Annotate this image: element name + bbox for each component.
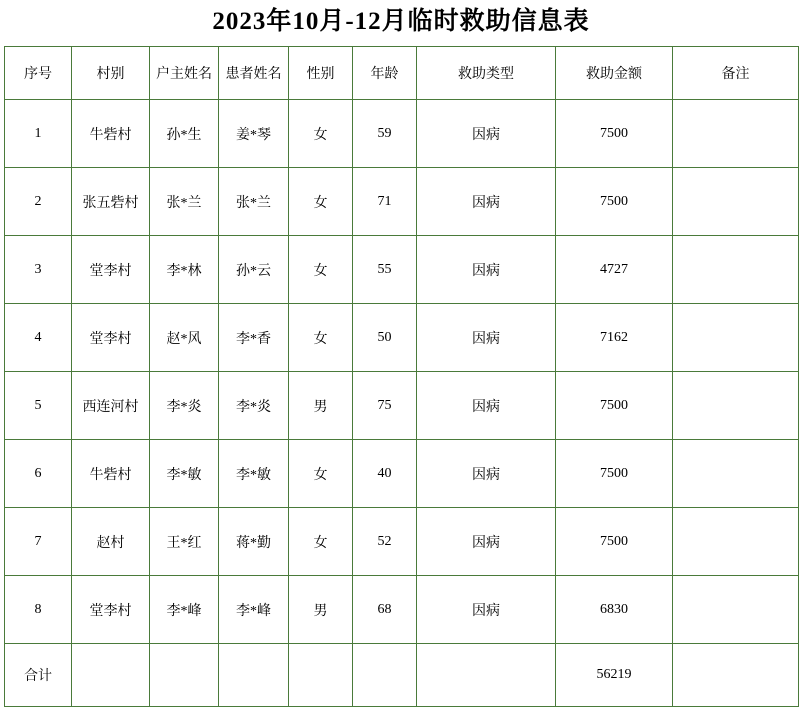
cell-note <box>673 168 799 236</box>
cell-note <box>673 576 799 644</box>
column-header-village: 村别 <box>72 47 150 100</box>
cell-village: 堂李村 <box>72 576 150 644</box>
cell-seq: 7 <box>5 508 72 576</box>
table-row <box>5 236 799 304</box>
table-row <box>5 440 799 508</box>
cell-amount: 7500 <box>556 508 673 576</box>
total-age-empty <box>353 644 417 707</box>
cell-seq: 8 <box>5 576 72 644</box>
cell-age: 55 <box>353 236 417 304</box>
cell-seq: 5 <box>5 372 72 440</box>
column-header-amount: 救助金额 <box>556 47 673 100</box>
cell-seq: 4 <box>5 304 72 372</box>
cell-patient: 李*香 <box>219 304 289 372</box>
total-amount: 56219 <box>556 644 673 707</box>
cell-amount: 7500 <box>556 440 673 508</box>
cell-age: 71 <box>353 168 417 236</box>
cell-household: 李*炎 <box>150 372 219 440</box>
total-household-empty <box>150 644 219 707</box>
column-header-sex: 性别 <box>289 47 353 100</box>
cell-sex: 女 <box>289 440 353 508</box>
cell-amount: 6830 <box>556 576 673 644</box>
cell-sex: 男 <box>289 576 353 644</box>
cell-patient: 姜*琴 <box>219 100 289 168</box>
total-label: 合计 <box>5 644 72 707</box>
column-header-seq: 序号 <box>5 47 72 100</box>
cell-household: 张*兰 <box>150 168 219 236</box>
cell-sex: 女 <box>289 168 353 236</box>
cell-amount: 7162 <box>556 304 673 372</box>
cell-amount: 4727 <box>556 236 673 304</box>
cell-type: 因病 <box>417 508 556 576</box>
column-header-household: 户主姓名 <box>150 47 219 100</box>
cell-sex: 女 <box>289 236 353 304</box>
cell-household: 王*红 <box>150 508 219 576</box>
cell-note <box>673 372 799 440</box>
cell-patient: 孙*云 <box>219 236 289 304</box>
cell-household: 孙*生 <box>150 100 219 168</box>
cell-village: 西连河村 <box>72 372 150 440</box>
total-sex-empty <box>289 644 353 707</box>
cell-sex: 女 <box>289 508 353 576</box>
cell-type: 因病 <box>417 576 556 644</box>
cell-patient: 李*峰 <box>219 576 289 644</box>
total-patient-empty <box>219 644 289 707</box>
table-row <box>5 372 799 440</box>
cell-patient: 张*兰 <box>219 168 289 236</box>
cell-village: 牛砦村 <box>72 440 150 508</box>
cell-sex: 男 <box>289 372 353 440</box>
cell-village: 堂李村 <box>72 304 150 372</box>
table-row <box>5 168 799 236</box>
cell-seq: 6 <box>5 440 72 508</box>
cell-patient: 李*炎 <box>219 372 289 440</box>
cell-note <box>673 440 799 508</box>
column-header-age: 年龄 <box>353 47 417 100</box>
cell-seq: 3 <box>5 236 72 304</box>
cell-village: 牛砦村 <box>72 100 150 168</box>
cell-type: 因病 <box>417 304 556 372</box>
cell-amount: 7500 <box>556 168 673 236</box>
column-header-type: 救助类型 <box>417 47 556 100</box>
cell-amount: 7500 <box>556 100 673 168</box>
cell-age: 50 <box>353 304 417 372</box>
total-type-empty <box>417 644 556 707</box>
cell-village: 赵村 <box>72 508 150 576</box>
cell-age: 52 <box>353 508 417 576</box>
cell-note <box>673 304 799 372</box>
table-row <box>5 304 799 372</box>
cell-seq: 1 <box>5 100 72 168</box>
column-header-note: 备注 <box>673 47 799 100</box>
table-row <box>5 576 799 644</box>
cell-type: 因病 <box>417 440 556 508</box>
cell-type: 因病 <box>417 168 556 236</box>
cell-sex: 女 <box>289 100 353 168</box>
cell-village: 张五砦村 <box>72 168 150 236</box>
cell-sex: 女 <box>289 304 353 372</box>
cell-household: 李*峰 <box>150 576 219 644</box>
temporary-relief-table <box>4 46 799 707</box>
cell-patient: 蒋*勤 <box>219 508 289 576</box>
cell-household: 李*敏 <box>150 440 219 508</box>
total-note-empty <box>673 644 799 707</box>
cell-type: 因病 <box>417 100 556 168</box>
cell-type: 因病 <box>417 236 556 304</box>
total-village-empty <box>72 644 150 707</box>
cell-note <box>673 508 799 576</box>
cell-amount: 7500 <box>556 372 673 440</box>
cell-age: 75 <box>353 372 417 440</box>
cell-village: 堂李村 <box>72 236 150 304</box>
cell-age: 68 <box>353 576 417 644</box>
page-title: 2023年10月-12月临时救助信息表 <box>212 8 590 35</box>
cell-note <box>673 100 799 168</box>
table-row <box>5 100 799 168</box>
table-header-row <box>5 47 799 100</box>
cell-seq: 2 <box>5 168 72 236</box>
cell-age: 40 <box>353 440 417 508</box>
cell-note <box>673 236 799 304</box>
table-total-row <box>5 644 799 707</box>
cell-age: 59 <box>353 100 417 168</box>
cell-type: 因病 <box>417 372 556 440</box>
column-header-patient: 患者姓名 <box>219 47 289 100</box>
cell-household: 李*林 <box>150 236 219 304</box>
table-row <box>5 508 799 576</box>
cell-household: 赵*风 <box>150 304 219 372</box>
cell-patient: 李*敏 <box>219 440 289 508</box>
